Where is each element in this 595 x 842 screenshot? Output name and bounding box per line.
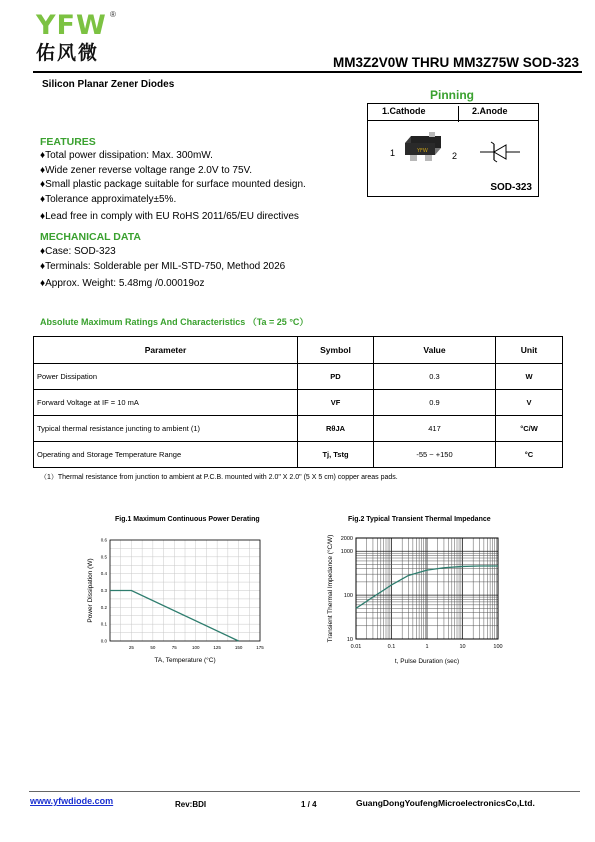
company-logo: YFW	[36, 10, 107, 41]
y-axis-label: Power Dissipation (W)	[87, 558, 94, 623]
revision: Rev:BDI	[175, 800, 207, 809]
x-axis-label: TA, Temperature (°C)	[154, 657, 216, 664]
pinning-package-label: SOD-323	[490, 182, 532, 193]
mechanical-item: ♦Case: SOD-323	[40, 246, 116, 257]
document-subtitle: Silicon Planar Zener Diodes	[42, 79, 175, 90]
footer-divider	[29, 791, 580, 792]
document-title: MM3Z2V0W THRU MM3Z75W SOD-323	[332, 55, 579, 70]
features-list	[40, 150, 306, 222]
y-tick-label: 0.2	[100, 604, 107, 610]
x-tick-label: 125	[213, 645, 221, 650]
table-row	[34, 442, 563, 468]
company-logo-chinese: 佑风微	[36, 42, 100, 64]
cell-unit: W	[496, 364, 563, 390]
company-name: GuangDongYoufengMicroelectronicsCo,Ltd.	[356, 798, 535, 808]
feature-item: ♦Tolerance approximately±5%.	[40, 193, 177, 205]
y-tick-label: 10	[346, 637, 353, 643]
col-value: Value	[374, 337, 496, 364]
cell-value: 0.9	[374, 390, 496, 416]
fig1-title: Fig.1 Maximum Continuous Power Derating	[115, 516, 260, 523]
y-tick-label: 0.4	[100, 571, 107, 577]
cell-unit: V	[496, 390, 563, 416]
cell-symbol: VF	[298, 390, 374, 416]
cell-parameter: Typical thermal resistance juncting to ambient (1)	[34, 416, 298, 442]
x-tick-label: 10	[459, 644, 466, 650]
feature-item: ♦Small plastic package suitable for surface mounted design.	[40, 179, 306, 191]
registered-mark: ®	[110, 10, 116, 19]
y-axis-label: Transient Thermal Impedance (°C/W)	[327, 534, 334, 643]
cell-symbol: RθJA	[298, 416, 374, 442]
ratings-table	[33, 336, 563, 468]
x-tick-label: 25	[128, 645, 134, 650]
col-unit: Unit	[496, 337, 563, 364]
pin1-number: 1	[390, 148, 396, 158]
mechanical-heading: MECHANICAL DATA	[40, 231, 141, 243]
x-tick-label: 100	[191, 645, 200, 650]
x-axis-label: t, Pulse Duration (sec)	[394, 658, 460, 665]
pin-header-separator	[458, 106, 459, 122]
y-tick-label: 100	[343, 593, 353, 600]
x-tick-label: 50	[150, 645, 156, 650]
y-tick-label: 0.0	[100, 638, 107, 644]
y-tick-label: 0.6	[100, 537, 107, 543]
zener-diode-symbol-icon	[480, 140, 520, 164]
x-tick-label: 0.01	[350, 644, 362, 650]
x-tick-label: 75	[171, 645, 177, 650]
feature-item: ♦Total power dissipation: Max. 300mW.	[40, 150, 213, 161]
cell-value: -55 ~ +150	[374, 442, 496, 468]
thermal-impedance-chart	[322, 530, 512, 670]
cell-value: 0.3	[374, 364, 496, 390]
pinning-box	[367, 103, 539, 197]
y-tick-label: 0.1	[100, 621, 107, 627]
table-header-row	[34, 337, 563, 364]
x-tick-label: 175	[256, 645, 264, 650]
col-symbol: Symbol	[298, 337, 374, 364]
feature-item: ♦Wide zener reverse voltage range 2.0V to 75V.	[40, 164, 253, 176]
cell-parameter: Forward Voltage at IF = 10 mA	[34, 390, 298, 416]
col-parameter: Parameter	[34, 337, 298, 364]
cell-symbol: Tj, Tstg	[298, 442, 374, 468]
mechanical-item: ♦Terminals: Solderable per MIL-STD-750, Method 2026	[40, 261, 286, 272]
header-divider	[33, 71, 582, 73]
y-tick-label: 2000	[340, 536, 353, 542]
cell-unit: °C/W	[496, 416, 563, 442]
pin2-header: 2.Anode	[472, 106, 508, 116]
feature-item: ♦Lead free in comply with EU RoHS 2011/65/EU directives	[40, 210, 299, 222]
pinning-heading: Pinning	[430, 88, 474, 102]
ratings-title: Absolute Maximum Ratings And Characteristics （Ta = 25 °C）	[40, 317, 309, 327]
mechanical-list	[40, 246, 285, 289]
power-derating-chart	[80, 530, 275, 670]
page-number: 1 / 4	[301, 800, 317, 809]
features-heading: FEATURES	[40, 136, 96, 148]
cell-symbol: PD	[298, 364, 374, 390]
table-row	[34, 416, 563, 442]
y-tick-label: 0.5	[100, 554, 107, 560]
mechanical-item: ♦Approx. Weight: 5.48mg /0.00019oz	[40, 278, 205, 289]
x-tick-label: 100	[493, 644, 503, 650]
y-tick-label: 1000	[340, 549, 353, 556]
pinning-header-row	[368, 104, 538, 121]
table-row	[34, 364, 563, 390]
y-tick-label: 0.3	[100, 588, 107, 593]
fig2-title: Fig.2 Typical Transient Thermal Impedance	[348, 516, 491, 523]
thermal-note: （1）Thermal resistance from junction to ambient at P.C.B. mounted with 2.0" X 2.0" (5 X 5 cm) copper areas pads.	[40, 474, 398, 481]
website-link[interactable]: www.yfwdiode.com	[30, 796, 114, 806]
cell-parameter: Power Dissipation	[34, 364, 298, 390]
pin2-number: 2	[452, 151, 458, 161]
chip-marking: YFW	[417, 148, 428, 154]
x-tick-label: 150	[234, 645, 243, 650]
cell-parameter: Operating and Storage Temperature Range	[34, 442, 298, 468]
cell-unit: °C	[496, 442, 563, 468]
x-tick-label: 0.1	[387, 644, 396, 650]
table-row	[34, 390, 563, 416]
pin1-header: 1.Cathode	[382, 106, 426, 116]
sod323-package-icon	[402, 128, 444, 170]
x-tick-label: 1	[425, 644, 429, 650]
cell-value: 417	[374, 416, 496, 442]
